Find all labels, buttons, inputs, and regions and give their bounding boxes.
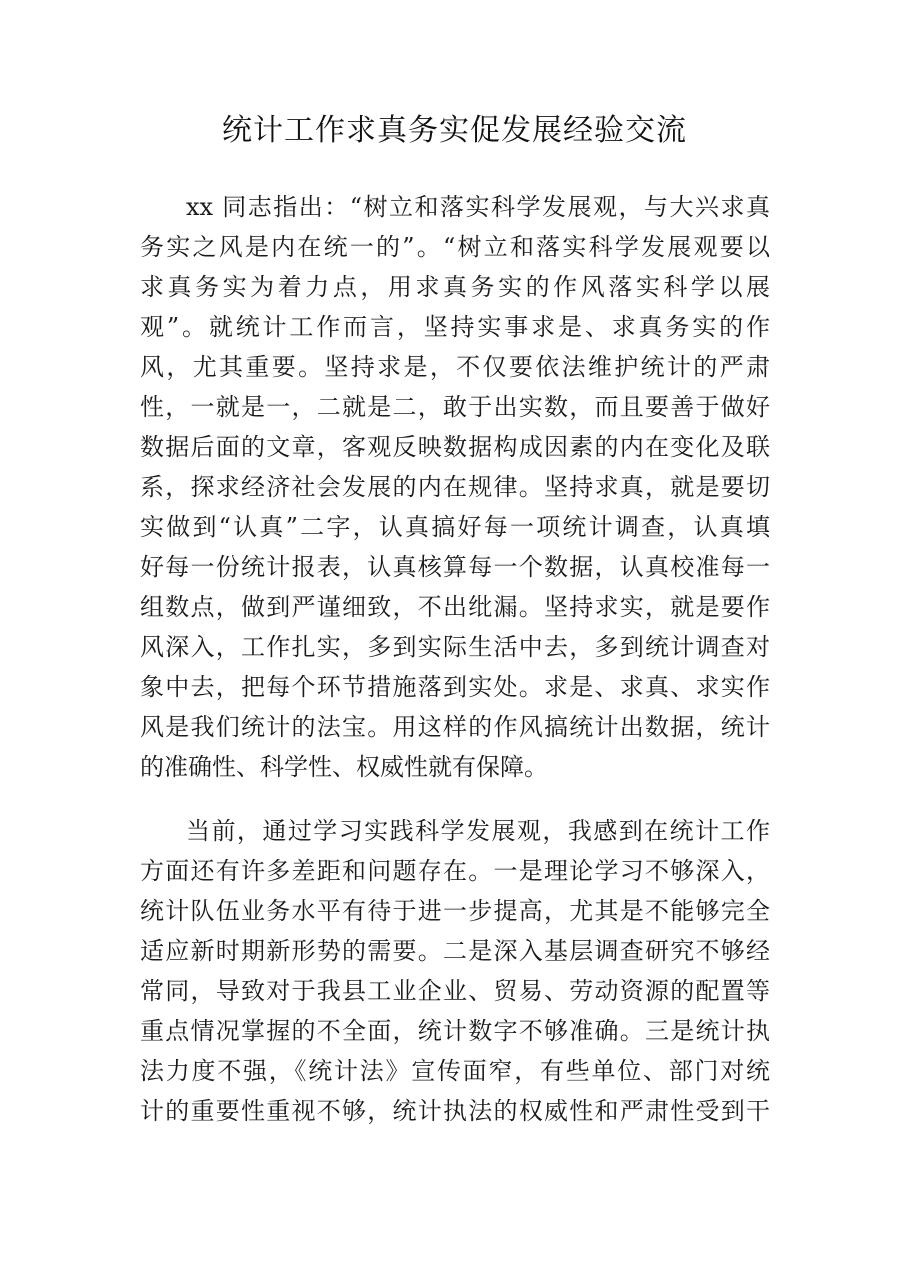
text-line: 求真务实为着力点，用求真务实的作风落实科学以展 bbox=[140, 273, 770, 301]
text-line: 计的重要性重视不够，统计执法的权威性和严肃性受到干 bbox=[140, 1097, 770, 1125]
paragraph-2 bbox=[140, 811, 770, 1131]
text-line: 系，探求经济社会发展的内在规律。坚持求真，就是要切 bbox=[140, 473, 770, 501]
text-line: 的准确性、科学性、权威性就有保障。 bbox=[140, 753, 548, 781]
paragraph-1 bbox=[140, 187, 770, 787]
text-line: 当前，通过学习实践科学发展观，我感到在统计工作 bbox=[186, 817, 770, 845]
text-line: 适应新时期新形势的需要。二是深入基层调查研究不够经 bbox=[140, 937, 770, 965]
text-line: 组数点，做到严谨细致，不出纰漏。坚持求实，就是要作 bbox=[140, 593, 770, 621]
text-line: 风，尤其重要。坚持求是，不仅要依法维护统计的严肃 bbox=[140, 353, 770, 381]
text-line: 观”。就统计工作而言，坚持实事求是、求真务实的作 bbox=[140, 313, 770, 341]
text-line: 务实之风是内在统一的”。“树立和落实科学发展观要以 bbox=[140, 233, 770, 261]
text-line: 统计队伍业务水平有待于进一步提高，尤其是不能够完全 bbox=[140, 897, 770, 925]
text-line: 常同，导致对于我县工业企业、贸易、劳动资源的配置等 bbox=[140, 977, 770, 1005]
text-line: 象中去，把每个环节措施落到实处。求是、求真、求实作 bbox=[140, 673, 770, 701]
text-line: 重点情况掌握的不全面，统计数字不够准确。三是统计执 bbox=[140, 1017, 770, 1045]
text-line: 法力度不强，《统计法》宣传面窄，有些单位、部门对统 bbox=[140, 1057, 770, 1085]
text-line: 方面还有许多差距和问题存在。一是理论学习不够深入， bbox=[140, 857, 770, 885]
text-line: xx 同志指出：“树立和落实科学发展观，与大兴求真 bbox=[186, 193, 770, 221]
text-line: 数据后面的文章，客观反映数据构成因素的内在变化及联 bbox=[140, 433, 770, 461]
text-line: 风深入，工作扎实，多到实际生活中去，多到统计调查对 bbox=[140, 633, 770, 661]
text-line: 风是我们统计的法宝。用这样的作风搞统计出数据，统计 bbox=[140, 713, 770, 741]
document-title: 统计工作求真务实促发展经验交流 bbox=[222, 113, 687, 148]
text-line: 好每一份统计报表，认真核算每一个数据，认真校准每一 bbox=[140, 553, 770, 581]
text-line: 性，一就是一，二就是二，敢于出实数，而且要善于做好 bbox=[140, 393, 770, 421]
text-line: 实做到“认真”二字，认真搞好每一项统计调查，认真填 bbox=[140, 513, 770, 541]
